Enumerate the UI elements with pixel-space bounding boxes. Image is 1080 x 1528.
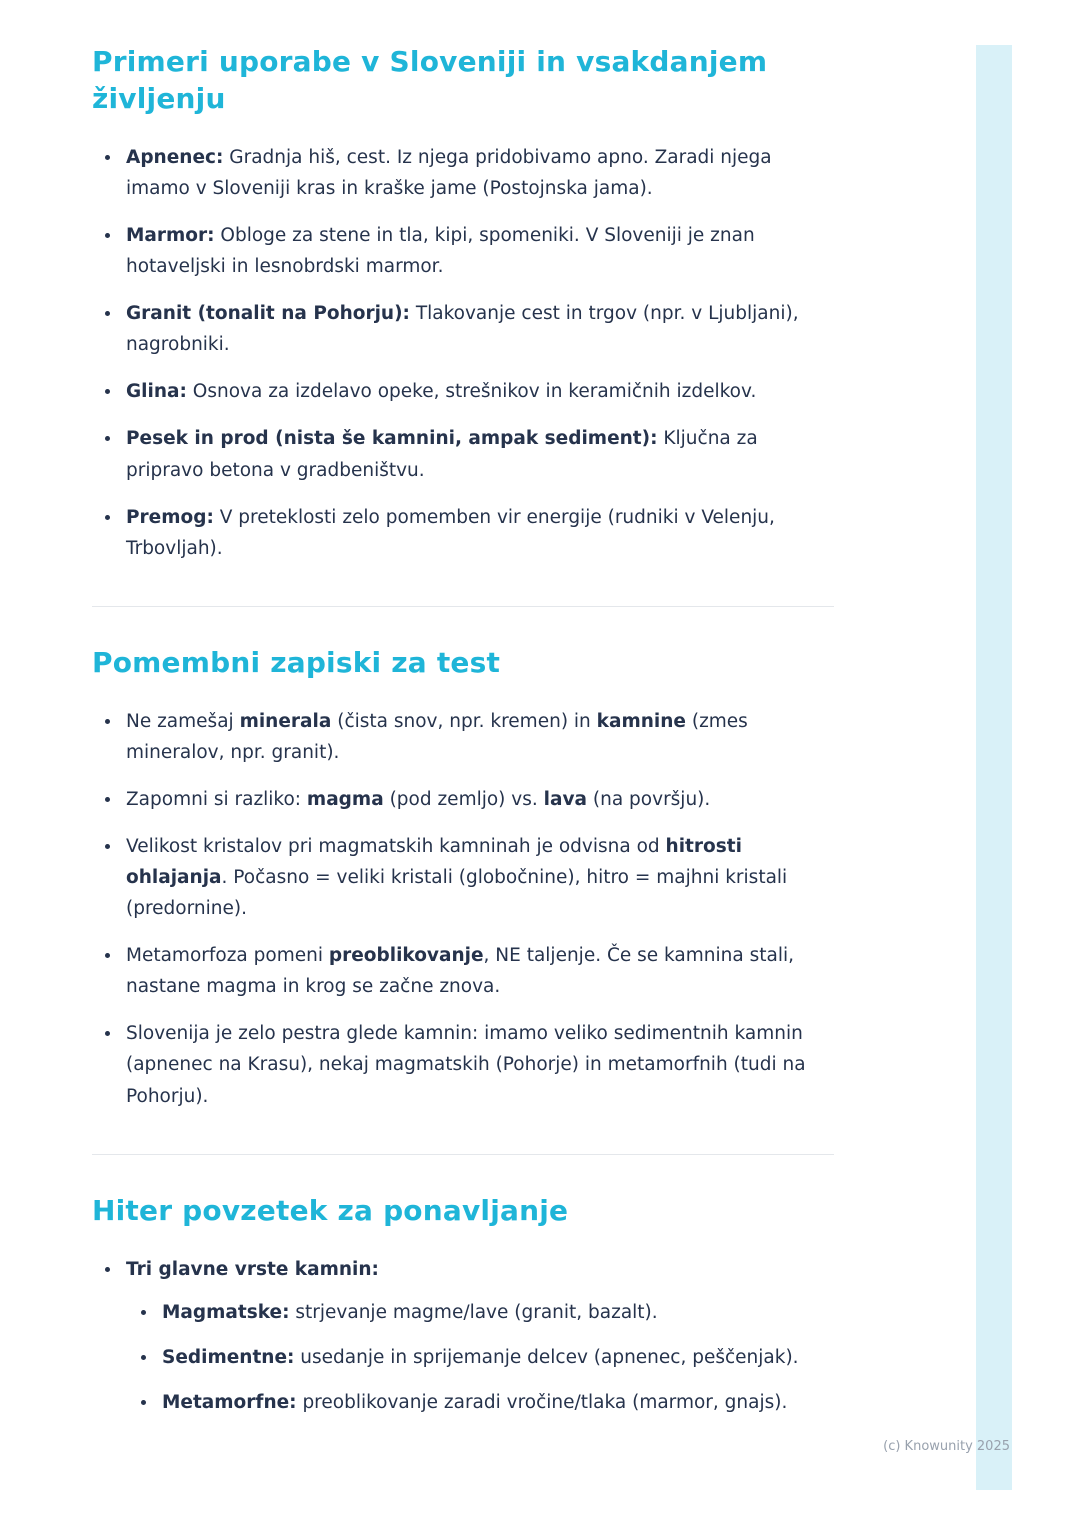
text-segment: usedanje in sprijemanje delcev (apnenec, peščenjak). bbox=[294, 1346, 799, 1368]
list-item bbox=[122, 831, 834, 924]
bold-text: preoblikovanje bbox=[328, 945, 484, 967]
text-segment: (na površju). bbox=[587, 788, 711, 810]
text-segment: . Počasno = veliki kristali (globočnine), hitro = majhni kristali (predornine). bbox=[126, 867, 788, 920]
section-title: Pomembni zapiski za test bbox=[92, 645, 501, 679]
bold-text: Sedimentne: bbox=[162, 1346, 295, 1368]
bullet-list bbox=[92, 1254, 834, 1418]
copyright-footer: (c) Knowunity 2025 bbox=[883, 1439, 1010, 1454]
bold-text: Granit (tonalit na Pohorju): bbox=[126, 303, 410, 325]
bold-text: Glina: bbox=[126, 381, 187, 403]
section-divider bbox=[92, 606, 834, 607]
section-divider bbox=[92, 1154, 834, 1155]
list-item bbox=[122, 502, 834, 564]
text-segment: Obloge za stene in tla, kipi, spomeniki. V Sloveniji je znan hotaveljski in lesnobrdski marmor. bbox=[126, 225, 755, 278]
bold-text: lava bbox=[543, 788, 588, 810]
list-item bbox=[122, 142, 834, 204]
list-item bbox=[122, 298, 834, 360]
text-segment: Ne zamešaj bbox=[126, 710, 240, 732]
section-test-notes bbox=[92, 645, 834, 1112]
section-uses bbox=[92, 44, 834, 564]
text-segment: Metamorfoza pomeni bbox=[126, 945, 329, 967]
text-segment: V preteklosti zelo pomemben vir energije (rudniki v Velenju, Trbovljah). bbox=[126, 506, 775, 559]
text-segment: Slovenija je zelo pestra glede kamnin: imamo veliko sedimentnih kamnin (apnenec na Krasu), nekaj magmatskih (Pohorje) in metamorfnih (tudi na Pohorju). bbox=[126, 1023, 806, 1107]
bold-text: Metamorfne: bbox=[162, 1391, 297, 1413]
text-segment: Velikost kristalov pri magmatskih kamninah je odvisna od bbox=[126, 835, 666, 857]
list-item bbox=[158, 1342, 834, 1373]
bold-text: Premog: bbox=[126, 506, 214, 528]
list-item bbox=[158, 1297, 834, 1328]
bold-text: Apnenec: bbox=[126, 146, 224, 168]
list-item bbox=[122, 1254, 834, 1418]
text-segment: strjevanje magme/lave (granit, bazalt). bbox=[289, 1301, 658, 1323]
section-title: Hiter povzetek za ponavljanje bbox=[92, 1193, 569, 1227]
text-segment: Ključna za pripravo betona v gradbeništvu. bbox=[126, 428, 758, 481]
decorative-stripe bbox=[976, 45, 1012, 1490]
bullet-list bbox=[92, 142, 834, 564]
bold-text: Tri glavne vrste kamnin: bbox=[126, 1258, 379, 1280]
nested-bullet-list bbox=[126, 1297, 834, 1418]
bold-text: hitrosti ohlajanja bbox=[126, 835, 742, 889]
list-item bbox=[122, 940, 834, 1002]
bold-text: kamnine bbox=[596, 710, 686, 732]
list-item bbox=[122, 376, 834, 407]
list-item bbox=[158, 1387, 834, 1418]
notes-content bbox=[92, 44, 834, 1434]
text-segment: , NE taljenje. Če se kamnina stali, nastane magma in krog se začne znova. bbox=[126, 945, 794, 998]
text-segment: Zapomni si razliko: bbox=[126, 788, 307, 810]
text-segment: (zmes mineralov, npr. granit). bbox=[126, 710, 748, 763]
bold-text: Pesek in prod (nista še kamnini, ampak sediment): bbox=[126, 428, 658, 450]
list-item bbox=[122, 706, 834, 768]
list-item bbox=[122, 220, 834, 282]
text-segment: (čista snov, npr. kremen) in bbox=[331, 710, 597, 732]
list-item bbox=[122, 423, 834, 485]
bold-text: Magmatske: bbox=[162, 1301, 290, 1323]
text-segment: Tlakovanje cest in trgov (npr. v Ljubljani), nagrobniki. bbox=[126, 303, 799, 356]
bullet-list bbox=[92, 706, 834, 1112]
list-item bbox=[122, 784, 834, 815]
text-segment: Osnova za izdelavo opeke, strešnikov in keramičnih izdelkov. bbox=[186, 381, 757, 403]
section-title: Primeri uporabe v Sloveniji in vsakdanjem življenju bbox=[92, 45, 768, 115]
text-segment: Gradnja hiš, cest. Iz njega pridobivamo apno. Zaradi njega imamo v Sloveniji kras in kraške jame (Postojnska jama). bbox=[126, 146, 772, 199]
bold-text: minerala bbox=[239, 710, 332, 732]
text-segment: (pod zemljo) vs. bbox=[383, 788, 544, 810]
list-item bbox=[122, 1018, 834, 1111]
bold-text: magma bbox=[306, 788, 384, 810]
text-segment: preoblikovanje zaradi vročine/tlaka (marmor, gnajs). bbox=[296, 1391, 788, 1413]
bold-text: Marmor: bbox=[126, 225, 215, 247]
section-summary bbox=[92, 1193, 834, 1418]
